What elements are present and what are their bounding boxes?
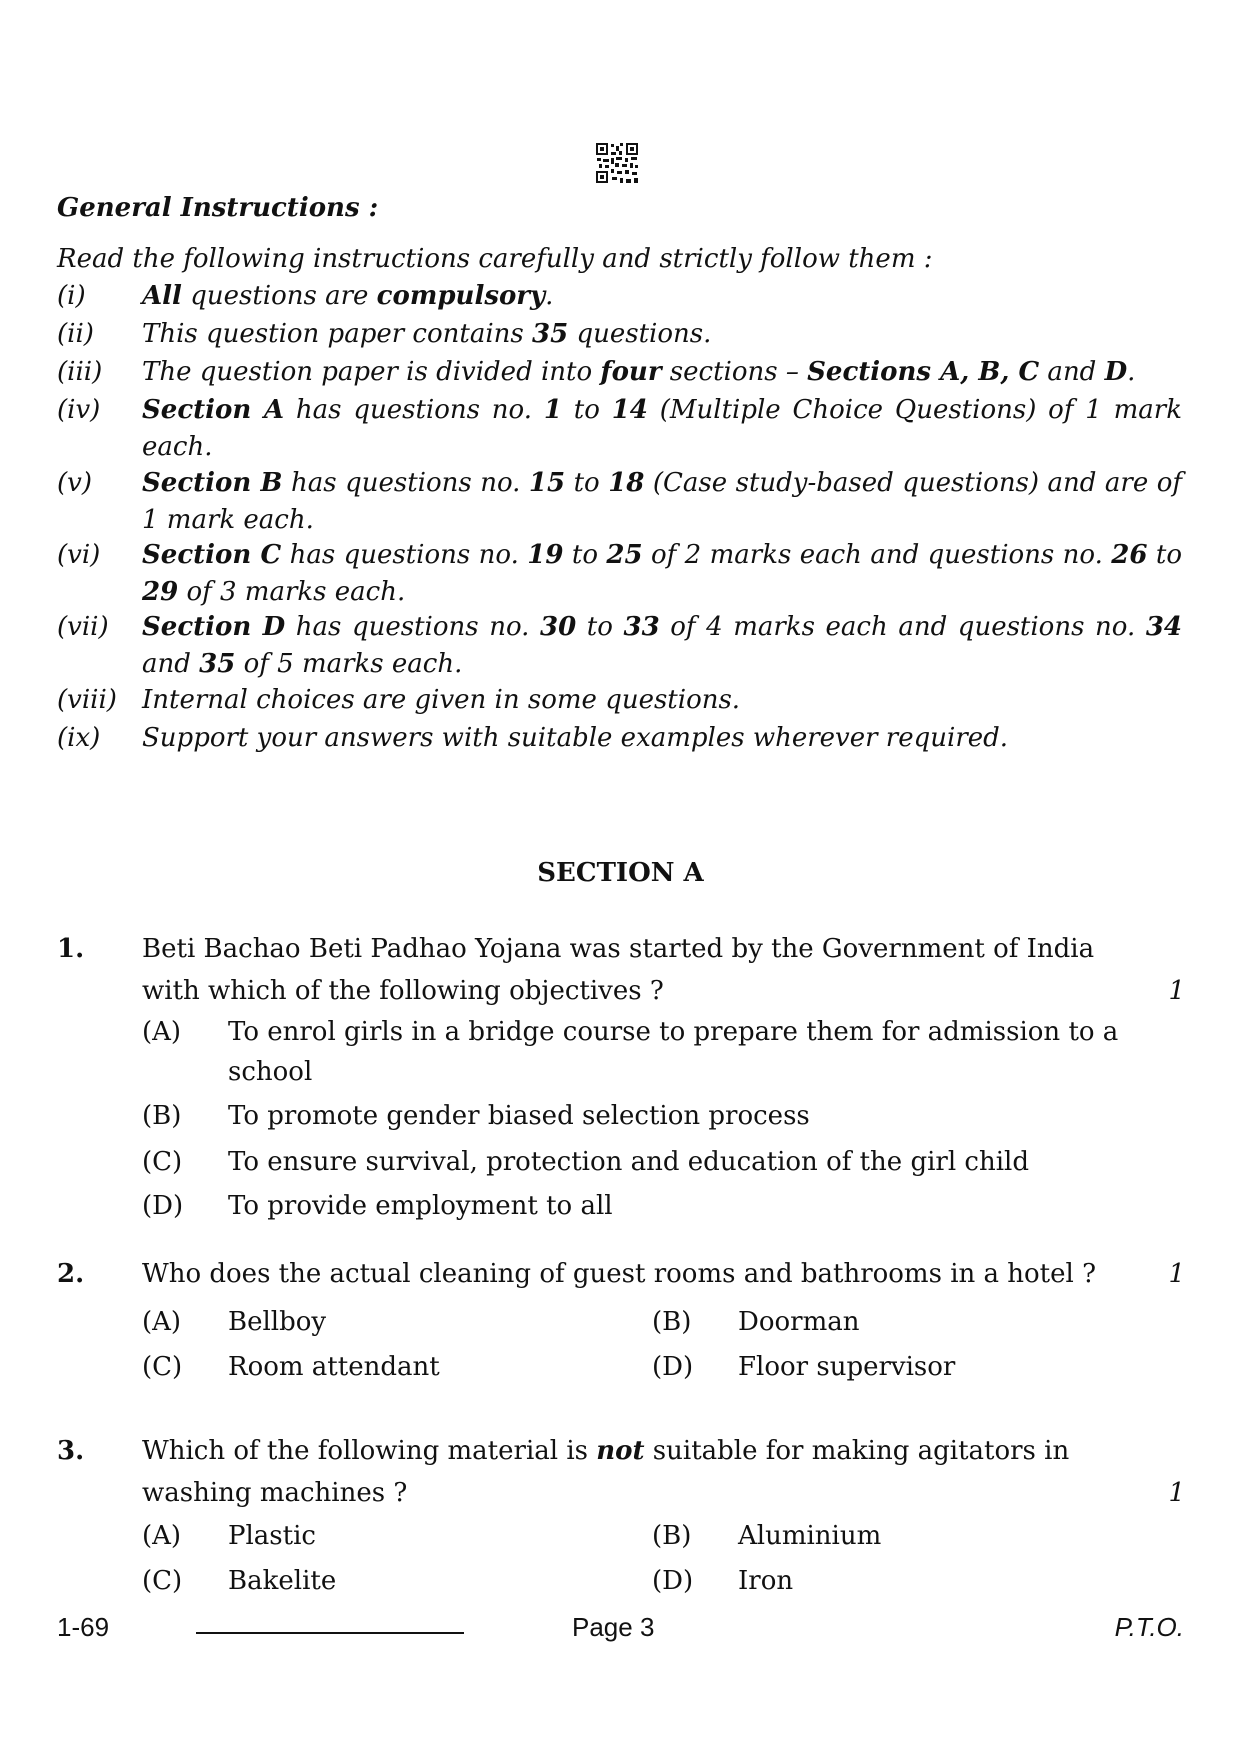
footer-divider [196,1632,464,1634]
option-label: (B) [142,1101,182,1131]
answer-option [142,1561,582,1601]
answer-option [142,1142,1122,1182]
option-label: (C) [142,1352,183,1382]
instruction-item [57,354,1182,391]
instruction-item [57,537,1182,611]
instruction-number: (iv) [57,395,101,425]
answer-option [142,1012,1122,1092]
option-text: Bakelite [228,1566,337,1596]
question-mark: 1 [1168,976,1185,1006]
answer-option [652,1302,1092,1342]
option-text: To promote gender biased selection process [228,1101,810,1131]
instruction-text: The question paper is divided into four sections – Sections A, B, C and D. [142,357,1136,387]
option-label: (A) [142,1017,182,1047]
answer-option [142,1302,582,1342]
footer-code: 1-69 [57,1612,110,1642]
option-text: Room attendant [228,1352,440,1382]
option-label: (B) [652,1307,692,1337]
footer-pto: P.T.O. [1114,1612,1184,1642]
option-text: To provide employment to all [228,1191,613,1221]
instruction-item [57,392,1182,466]
instruction-text: Section A has questions no. 1 to 14 (Multiple Choice Questions) of 1 mark each. [142,395,1182,462]
option-text: Doorman [738,1307,860,1337]
answer-option [142,1186,1122,1226]
instruction-text: All questions are compulsory. [142,281,554,311]
option-text: Aluminium [738,1521,882,1551]
question [57,1253,1185,1295]
question-text: Who does the actual cleaning of guest rooms and bathrooms in a hotel ? [142,1259,1097,1289]
instruction-number: (i) [57,281,86,311]
instruction-text: Section B has questions no. 15 to 18 (Case study-based questions) and are of 1 mark each. [142,468,1182,535]
instruction-item [57,465,1182,539]
answer-option [652,1347,1092,1387]
general-instructions-intro: Read the following instructions carefully and strictly follow them : [57,244,933,274]
instruction-number: (ii) [57,319,94,349]
section-heading: SECTION A [537,858,704,888]
question-number: 3. [57,1436,85,1466]
option-label: (A) [142,1307,182,1337]
option-text: Plastic [228,1521,316,1551]
answer-option [142,1347,582,1387]
instruction-item [57,720,1182,757]
instruction-number: (v) [57,468,92,498]
option-text: To ensure survival, protection and education of the girl child [228,1147,1029,1177]
question-number: 1. [57,934,85,964]
instruction-text: Internal choices are given in some questions. [142,685,741,715]
option-label: (C) [142,1147,183,1177]
question-text: Which of the following material is not suitable for making agitators in washing machines ? [142,1436,1070,1508]
option-label: (C) [142,1566,183,1596]
instruction-text: Support your answers with suitable examples wherever required. [142,723,1009,753]
general-instructions-title: General Instructions : [57,193,379,223]
question [57,1430,1185,1514]
option-text: Floor supervisor [738,1352,956,1382]
instruction-item [57,609,1182,683]
question [57,928,1185,1012]
qr-code-icon [595,142,639,184]
option-label: (B) [652,1521,692,1551]
instruction-item [57,682,1182,719]
option-label: (D) [652,1352,694,1382]
footer-page-number: Page 3 [572,1612,655,1642]
instruction-text: Section D has questions no. 30 to 33 of 4 marks each and questions no. 34 and 35 of 5 marks each. [142,612,1182,679]
instruction-item [57,278,1182,315]
option-label: (A) [142,1521,182,1551]
instruction-text: This question paper contains 35 questions. [142,319,712,349]
instruction-number: (vii) [57,612,109,642]
option-text: Bellboy [228,1307,327,1337]
instruction-number: (viii) [57,685,117,715]
option-label: (D) [652,1566,694,1596]
question-mark: 1 [1168,1478,1185,1508]
instruction-item [57,316,1182,353]
question-number: 2. [57,1259,85,1289]
instruction-number: (ix) [57,723,101,753]
question-mark: 1 [1168,1259,1185,1289]
answer-option [142,1516,582,1556]
option-text: To enrol girls in a bridge course to prepare them for admission to a school [228,1017,1119,1087]
instruction-text: Section C has questions no. 19 to 25 of 2 marks each and questions no. 26 to 29 of 3 marks each. [142,540,1182,607]
option-label: (D) [142,1191,184,1221]
answer-option [652,1561,1092,1601]
answer-option [142,1096,1122,1136]
instruction-number: (vi) [57,540,101,570]
option-text: Iron [738,1566,794,1596]
instruction-number: (iii) [57,357,103,387]
answer-option [652,1516,1092,1556]
question-text: Beti Bachao Beti Padhao Yojana was started by the Government of India with which of the following objectives ? [142,934,1095,1006]
